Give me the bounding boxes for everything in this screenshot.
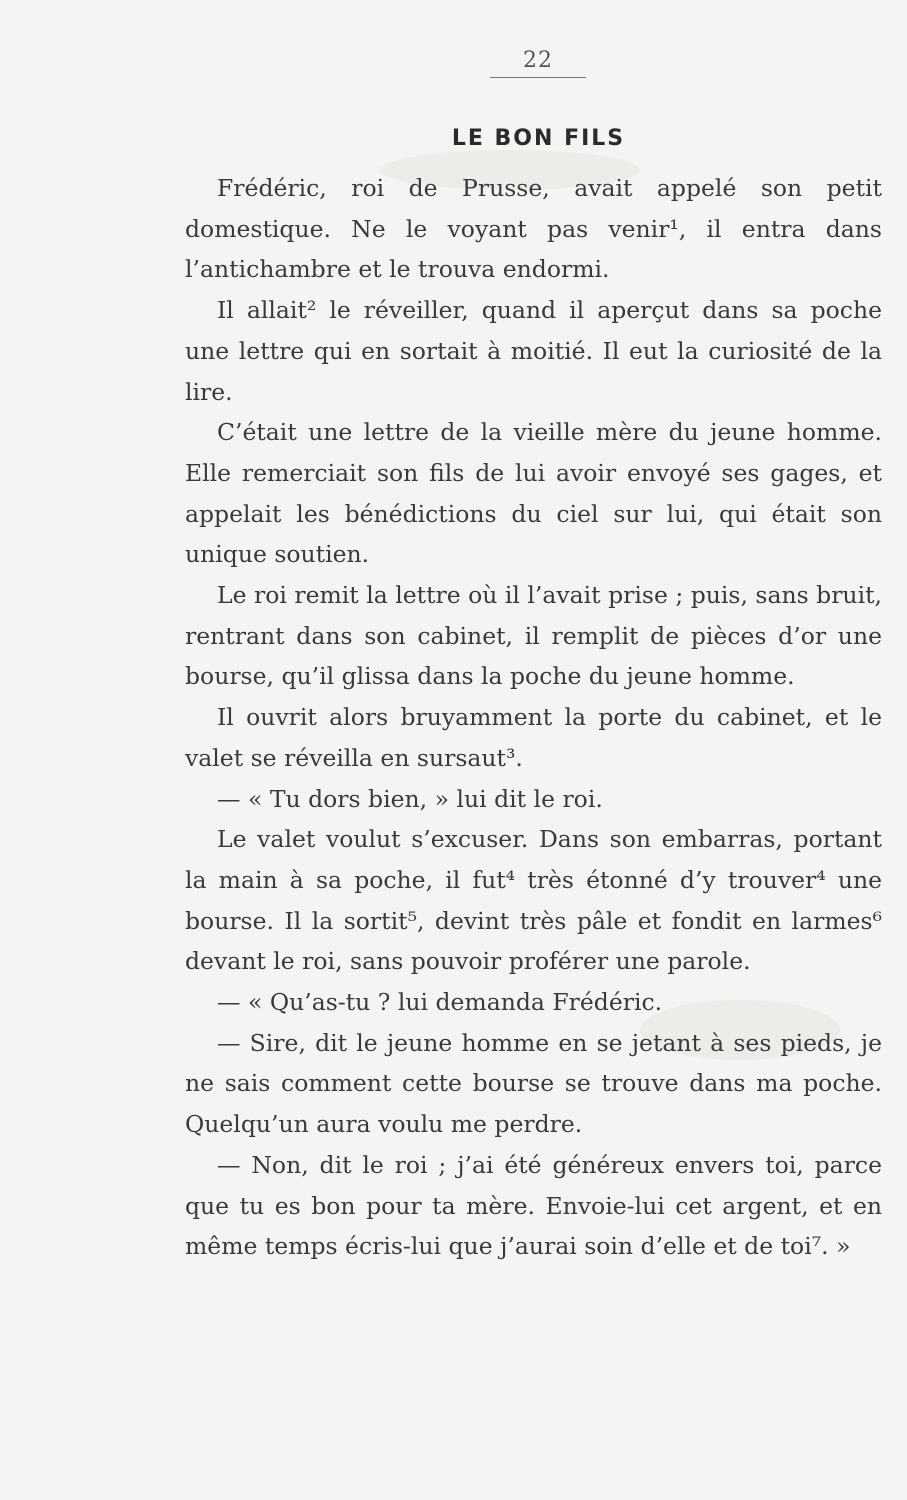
paragraph: Le roi remit la lettre où il l’avait prise ; puis, sans bruit, rentrant dans son cabinet, il remplit de pièces d’or une bourse, qu’il glissa dans la poche du jeune homme. [185, 581, 882, 691]
paragraph: — Non, dit le roi ; j’ai été généreux envers toi, parce que tu es bon pour ta mère. Envoie-lui cet argent, et en même temps écris-lui que j’aurai soin d’elle et de toi⁷. » [185, 1150, 882, 1261]
paragraph: Le valet voulut s’excuser. Dans son embarras, portant la main à sa poche, il fut⁴ très étonné d’y trouver⁴ une bourse. Il la sortit⁵, devint très pâle et fondit en larmes⁶ devant le roi, sans pouvoir proférer une parole. [185, 825, 882, 976]
page-number: 22 [490, 48, 586, 78]
paragraph: — Sire, dit le jeune homme en se jetant à ses pieds, je ne sais comment cette bourse se trouve dans ma poche. Quelqu’un aura voulu me perdre. [185, 1028, 882, 1139]
chapter-title: LE BON FILS [451, 126, 626, 151]
paragraph: Il allait² le réveiller, quand il aperçut dans sa poche une lettre qui en sortait à moitié. Il eut la curiosité de la lire. [185, 296, 882, 406]
paragraph: Frédéric, roi de Prusse, avait appelé son petit domestique. Ne le voyant pas venir¹, il entra dans l’antichambre et le trouva endormi. [185, 174, 882, 284]
body-text [185, 168, 882, 1267]
paragraph: — « Tu dors bien, » lui dit le roi. [217, 784, 603, 813]
paragraph: Il ouvrit alors bruyamment la porte du cabinet, et le valet se réveilla en sursaut³. [185, 703, 882, 772]
paragraph: — « Qu’as-tu ? lui demanda Frédéric. [217, 988, 663, 1017]
paragraph: C’était une lettre de la vieille mère du jeune homme. Elle remerciait son fils de lui avoir envoyé ses gages, et appelait les bénédictions du ciel sur lui, qui était son unique soutien. [185, 418, 882, 569]
